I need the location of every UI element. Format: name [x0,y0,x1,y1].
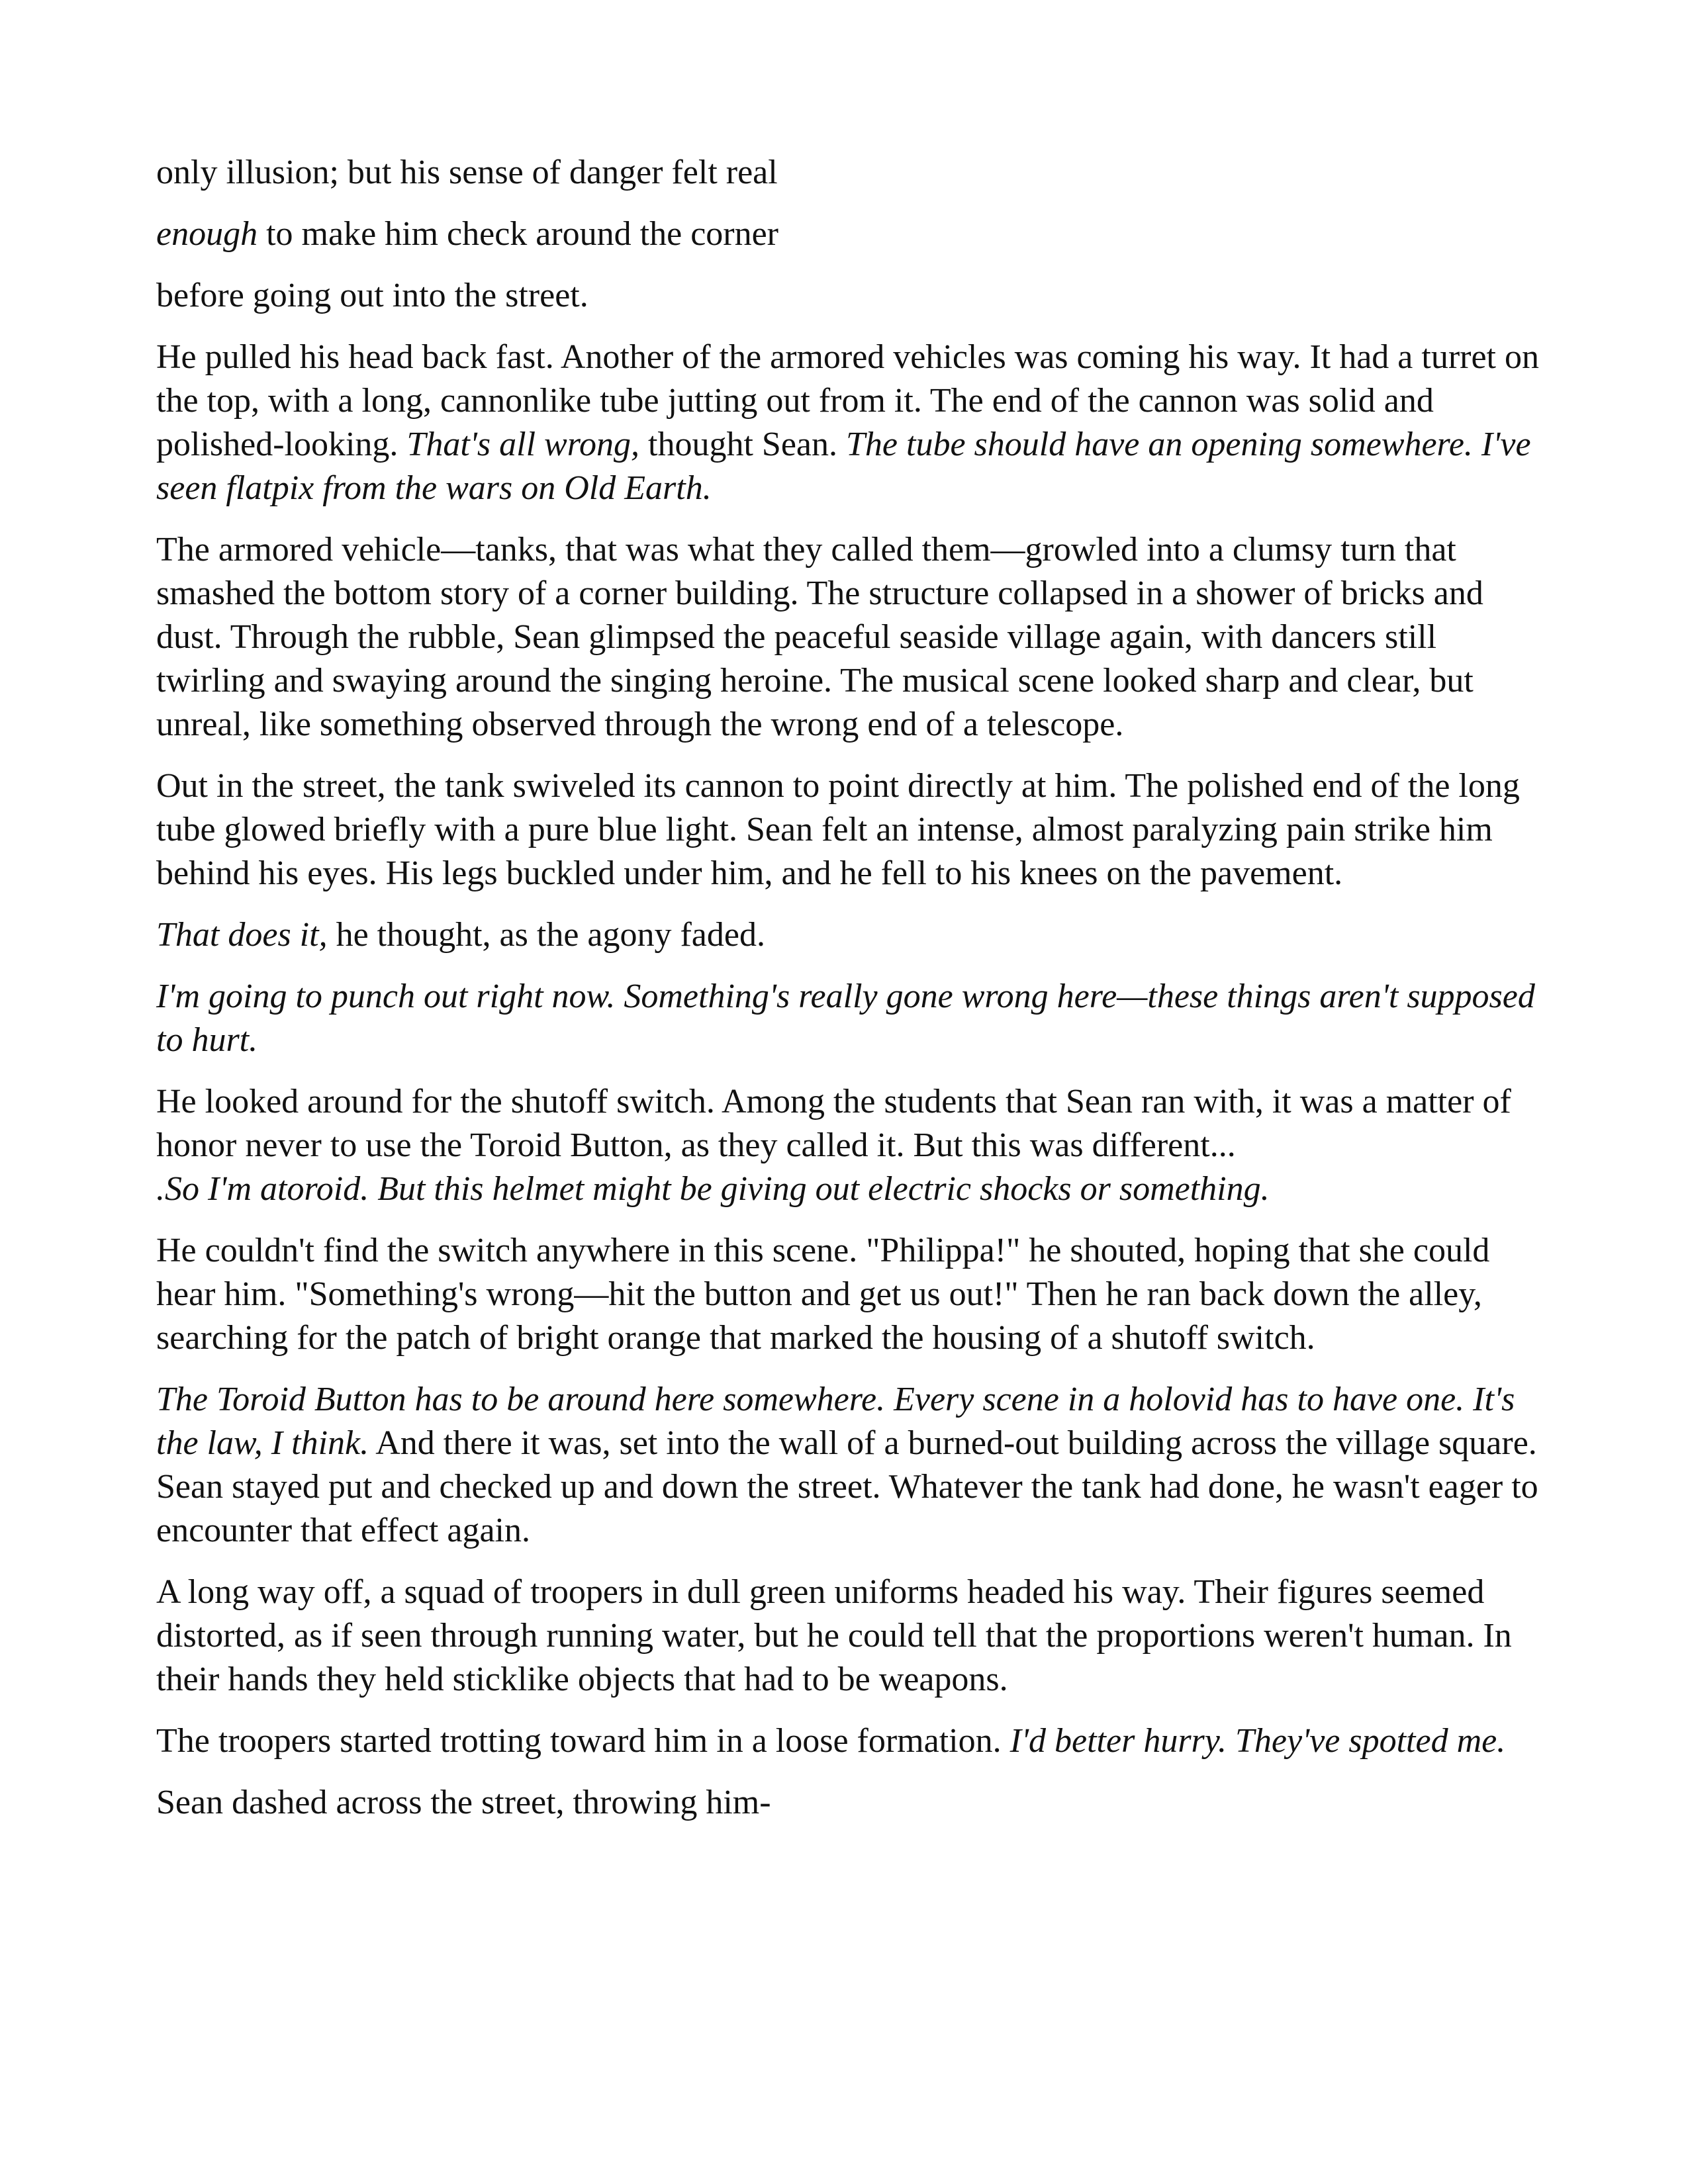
text-segment: The troopers started trotting toward him in a loose formation. [156,1722,1010,1760]
paragraph [156,764,1553,895]
paragraph [156,975,1553,1062]
italic-text: The Toroid Button has to be around here somewhere. Every scene in a holovid has to have one. It's the law, I think. [156,1381,1515,1462]
document-body [156,151,1553,1843]
text-segment: Sean dashed across the street, throwing him- [156,1784,771,1821]
paragraph [156,1719,1553,1763]
text-segment: And there it was, set into the wall of a burned-out building across the village square. Sean stayed put and checked up and down the street. Whatever the tank had done, he wasn't eager to encounter that effect again. [156,1424,1538,1549]
text-segment: The armored vehicle—tanks, that was what they called them—growled into a clumsy turn that smashed the bottom story of a corner building. The structure collapsed in a shower of bricks and dust. Through the rubble, Sean glimpsed the peaceful seaside village again, with dancers still twirling and swaying around the singing heroine. The musical scene looked sharp and clear, but unreal, like something observed through the wrong end of a telescope. [156,531,1483,743]
italic-text: That does it, [156,916,328,954]
paragraph [156,336,1553,510]
text-segment: A long way off, a squad of troopers in dull green uniforms headed his way. Their figures seemed distorted, as if seen through running water, but he could tell that the proportions weren't human. In their hands they held sticklike objects that had to be weapons. [156,1573,1512,1698]
paragraph [156,274,1553,318]
paragraph [156,151,1553,195]
text-segment: Out in the street, the tank swiveled its cannon to point directly at him. The polished end of the long tube glowed briefly with a pure blue light. Sean felt an intense, almost paralyzing pain strike him behind his eyes. His legs buckled under him, and he fell to his knees on the pavement. [156,767,1520,892]
italic-text: I'm going to punch out right now. Something's really gone wrong here—these things aren't supposed to hurt. [156,978,1535,1059]
text-segment: he thought, as the agony faded. [327,916,765,954]
text-segment: only illusion; but his sense of danger felt real [156,154,778,191]
paragraph [156,1080,1553,1211]
paragraph [156,212,1553,256]
text-segment: thought Sean. [639,426,847,463]
text-segment: He couldn't find the switch anywhere in this scene. "Philippa!" he shouted, hoping that she could hear him. "Something's wrong—hit the button and get us out!" Then he ran back down the alley, searching for the patch of bright orange that marked the housing of a shutoff switch. [156,1232,1490,1357]
italic-text: That's all wrong, [406,426,640,463]
text-segment: before going out into the street. [156,277,588,314]
text-segment: to make him check around the corner [258,215,778,253]
text-segment: He pulled his head back fast. Another of the armored vehicles was coming his way. It had a turret on the top, with a long, cannonlike tube jutting out from it. The end of the cannon was solid and polished-looking. [156,338,1539,463]
paragraph [156,528,1553,747]
paragraph [156,913,1553,957]
italic-text: .So I'm atoroid. But this helmet might be giving out electric shocks or something. [156,1170,1270,1208]
paragraph [156,1781,1553,1825]
paragraph [156,1378,1553,1553]
italic-text: enough [156,215,258,253]
text-segment: He looked around for the shutoff switch. Among the students that Sean ran with, it was a matter of honor never to use the Toroid Button, as they called it. But this was different... [156,1083,1511,1164]
italic-text: I'd better hurry. They've spotted me. [1009,1722,1506,1760]
paragraph [156,1570,1553,1702]
italic-text: The tube should have an opening somewhere. I've seen flatpix from the wars on Old Earth. [156,426,1531,507]
paragraph [156,1229,1553,1360]
